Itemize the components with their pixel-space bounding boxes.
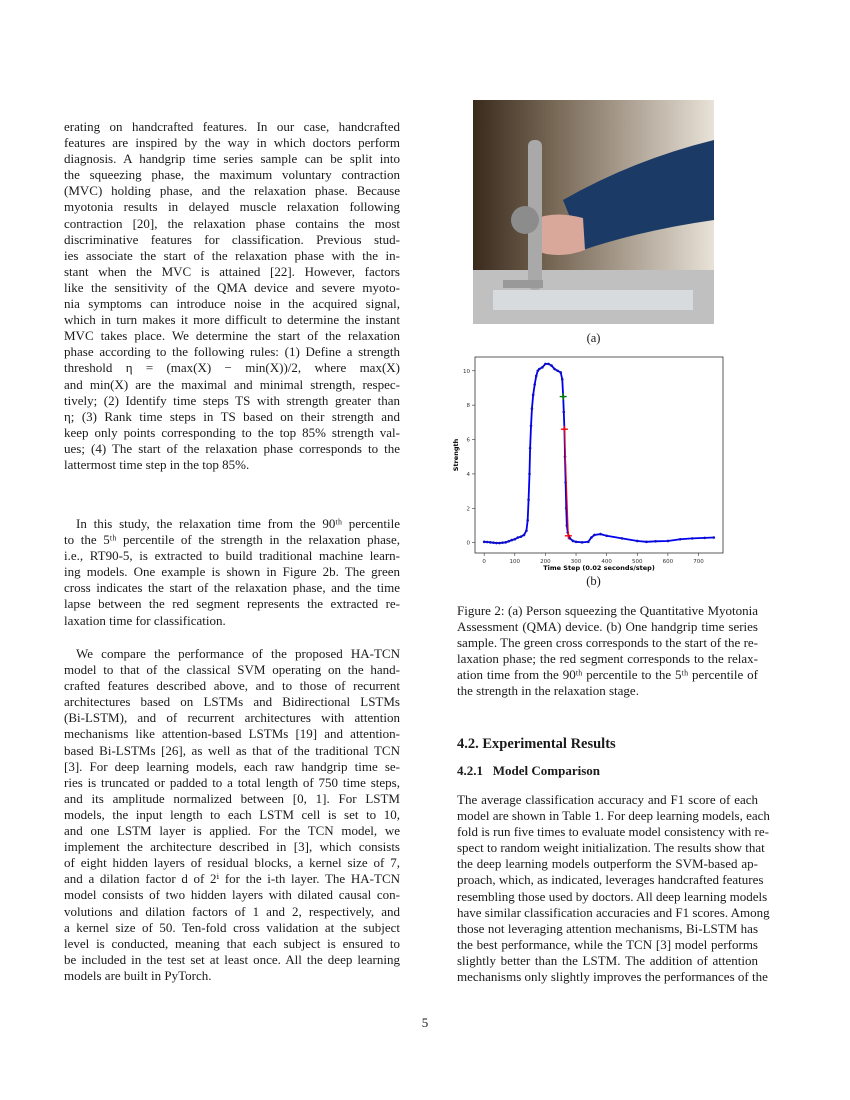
data-point xyxy=(492,541,495,544)
text-line: of eight hidden layers of residual blocks, a kernel size of 7, xyxy=(64,855,400,871)
data-point xyxy=(531,407,534,410)
data-point xyxy=(533,383,536,386)
text-line: volutions and dilation factors of 1 and 2, respectively, and xyxy=(64,903,400,919)
text-line: be included in the test set at least once. All the deep learning xyxy=(64,951,400,967)
text-line: a kernel size of 50. Ten-fold cross validation at the subject xyxy=(64,919,400,935)
x-tick-label: 400 xyxy=(601,559,612,565)
data-point xyxy=(679,538,682,541)
data-point xyxy=(590,536,593,539)
text-line: MVC takes place. We determine the start of the relaxation xyxy=(64,328,400,344)
text-line: mechanisms like attention-based LSTMs [19] and attention- xyxy=(64,726,400,742)
data-point xyxy=(527,498,530,501)
data-point xyxy=(581,541,584,544)
figure-caption xyxy=(457,603,758,700)
text-line: lapse between the red segment represents the extracted re- xyxy=(64,596,400,612)
data-point xyxy=(486,541,489,544)
text-line: erating on handcrafted features. In our case, handcrafted xyxy=(64,119,400,134)
x-tick-label: 100 xyxy=(509,559,521,565)
data-point xyxy=(667,540,670,543)
data-point xyxy=(504,541,507,544)
text-line: ation time from the 90ᵗʰ percentile to the 5ᵗʰ percentile of xyxy=(457,667,758,683)
text-line: have similar classification accuracies and F1 scores. Among xyxy=(457,904,770,920)
data-point xyxy=(691,537,694,540)
data-point xyxy=(703,537,706,540)
data-point xyxy=(529,447,532,450)
text-line: cross indicates the start of the relaxation phase, and the time xyxy=(64,580,400,596)
data-point xyxy=(544,363,547,366)
text-line: to the 5ᵗʰ percentile of the strength in the relaxation phase, xyxy=(64,532,400,548)
data-point xyxy=(535,375,538,378)
text-line: ies associate the start of the relaxation phase with the in- xyxy=(64,247,400,263)
data-point xyxy=(495,542,498,545)
figure-label-a: (a) xyxy=(586,331,601,345)
data-point xyxy=(636,540,639,543)
text-line: resembling those used by doctors. All deep learning models xyxy=(457,888,768,904)
text-line: sample. The green cross corresponds to the start of the re- xyxy=(457,635,758,651)
text-line: laxation phase; the red segment corresponds to the relax- xyxy=(457,651,758,667)
data-point xyxy=(553,368,556,371)
text-line: phase according to the following rules: (1) Define a strength xyxy=(64,344,400,360)
text-line: and its amplitude normalized between [0, 1]. For LSTM xyxy=(64,790,400,806)
text-line: like the sensitivity of the QMA device and severe myoto- xyxy=(64,279,400,295)
y-tick-label: 6 xyxy=(466,437,470,444)
data-point xyxy=(599,533,602,536)
data-point xyxy=(532,394,535,397)
text-line: implement the architecture described in [3], which consists xyxy=(64,839,400,855)
text-line: Assessment (QMA) device. (b) One handgrip time series xyxy=(457,619,758,635)
data-point xyxy=(572,540,575,543)
subsection-heading: 4.2.1 Model Comparison xyxy=(457,763,600,778)
data-point xyxy=(605,535,608,538)
data-point xyxy=(541,366,544,369)
paragraph-relaxation-rules xyxy=(64,119,400,473)
section-heading: 4.2. Experimental Results xyxy=(457,736,616,752)
qma-device-photo xyxy=(473,100,714,324)
text-line: model to that of the classical SVM operating on the hand- xyxy=(64,662,400,678)
text-line: laxation time for classification. xyxy=(64,612,226,628)
data-point xyxy=(538,368,541,371)
text-line: level is conducted, meaning that each subject is ensured to xyxy=(64,935,400,951)
text-line: ing models. One example is shown in Figure 2b. The green xyxy=(64,564,400,580)
data-point xyxy=(559,371,562,374)
text-line: mechanisms only slightly improves the performances of the xyxy=(457,969,768,985)
data-point xyxy=(561,378,564,381)
x-tick-label: 700 xyxy=(693,559,704,565)
plot-frame xyxy=(475,357,723,553)
text-line: features are inspired by the way in which doctors perform xyxy=(64,135,400,151)
text-line: spect to random weight initialization. The results show that xyxy=(457,840,765,856)
text-line: and a dilation factor d of 2ⁱ for the i-th layer. The HA-TCN xyxy=(64,871,400,887)
y-tick-label: 4 xyxy=(466,471,470,478)
data-point xyxy=(523,534,526,537)
text-line: We compare the performance of the proposed HA-TCN xyxy=(76,646,400,661)
text-line: η; (3) Rank time steps in TS based on their strength and xyxy=(64,408,400,424)
text-line: which in turn makes it more difficult to determine the instant xyxy=(64,312,400,328)
data-point xyxy=(645,541,648,544)
data-point xyxy=(510,539,513,542)
data-point xyxy=(575,541,578,544)
x-tick-label: 0 xyxy=(482,559,486,565)
data-point xyxy=(514,538,517,541)
text-line: (Bi-LSTM), and of recurrent architectures with attention xyxy=(64,710,400,726)
figure-label-b: (b) xyxy=(586,574,601,588)
x-tick-label: 600 xyxy=(662,559,674,565)
text-line: ues; (4) The start of the relaxation phase corresponds to the xyxy=(64,440,400,456)
data-point xyxy=(562,411,565,414)
data-point xyxy=(530,424,533,427)
text-line: (MVC) holding phase, and the relaxation phase. Because xyxy=(64,183,400,199)
text-line: myotonia results in delayed muscle relaxation following xyxy=(64,199,400,215)
data-point xyxy=(483,541,486,544)
x-tick-label: 500 xyxy=(632,559,643,565)
text-line: model are shown in Table 1. For deep learning models, each xyxy=(457,808,770,824)
text-line: and min(X) are the maximal and minimal strength, respec- xyxy=(64,376,400,392)
page-number: 5 xyxy=(421,1015,429,1030)
text-line: based Bi-LSTMs [26], as well as that of the traditional TCN xyxy=(64,742,400,758)
data-point xyxy=(547,363,550,366)
text-line: keep only points corresponding to the top 85% strength val- xyxy=(64,424,400,440)
data-point xyxy=(528,473,531,476)
y-tick-label: 2 xyxy=(466,506,470,513)
text-line: and one LSTM layer is applied. For the TCN model, we xyxy=(64,823,400,839)
x-tick-label: 200 xyxy=(540,559,551,565)
paragraph-model-comparison-setup xyxy=(64,646,400,984)
text-line: discriminative features for classification. Previous stud- xyxy=(64,231,400,247)
data-point xyxy=(525,529,528,532)
green-cross-marker xyxy=(560,393,567,400)
y-axis-label: Strength xyxy=(452,438,460,472)
text-line: lattermost time step in the top 85%. xyxy=(64,456,250,472)
text-line: The average classification accuracy and F1 score of each xyxy=(457,792,758,807)
data-point xyxy=(556,369,559,372)
text-line: slightly better than the LSTM. The addition of attention xyxy=(457,952,758,968)
text-line: diagnosis. A handgrip time series sample can be split into xyxy=(64,151,400,167)
text-line: ries is truncated or padded to a total length of 750 time steps, xyxy=(64,774,400,790)
text-line: model consists of two hidden layers with dilated causal con- xyxy=(64,887,400,903)
data-point xyxy=(654,540,657,543)
data-point xyxy=(498,542,501,545)
data-point xyxy=(621,537,624,540)
x-tick-label: 300 xyxy=(570,559,582,565)
red-cross-marker xyxy=(561,426,568,433)
data-point xyxy=(489,541,492,544)
text-line: nia symptoms can introduce noise in the acquired signal, xyxy=(64,296,400,312)
data-point xyxy=(550,364,553,367)
text-line: the best performance, while the TCN [3] model performs xyxy=(457,936,758,952)
text-line: tively; (2) Identify time steps TS with strength greater than xyxy=(64,392,400,408)
text-line: In this study, the relaxation time from the 90ᵗʰ percentile xyxy=(76,516,400,531)
text-line: those not leveraging attention mechanisms, Bi-LSTM has xyxy=(457,920,758,936)
x-axis-label: Time Step (0.02 seconds/step) xyxy=(543,564,655,572)
text-line: fold is run five times to evaluate model consistency with re- xyxy=(457,824,769,840)
text-line: proach, which, as indicated, leverages handcrafted features xyxy=(457,872,764,888)
data-point xyxy=(520,535,523,538)
text-line: contraction [20], the relaxation phase contains the most xyxy=(64,215,400,231)
text-line: architectures based on LSTMs and Bidirectional LSTMs xyxy=(64,694,400,710)
data-point xyxy=(501,541,504,544)
data-point xyxy=(587,541,590,544)
text-line: i.e., RT90-5, is extracted to build traditional machine learn- xyxy=(64,548,400,564)
handgrip-chart xyxy=(450,355,725,573)
text-line: stant when the MVC is attained [22]. However, factors xyxy=(64,263,400,279)
data-point xyxy=(507,540,510,543)
text-line: threshold η = (max(X) − min(X))/2, where max(X) xyxy=(64,360,400,376)
text-line: crafted features described above, and to those of recurrent xyxy=(64,678,400,694)
data-point xyxy=(593,534,596,537)
series-line xyxy=(484,364,714,543)
text-line: models, the input length to each LSTM cell is set to 10, xyxy=(64,806,400,822)
text-line: the squeezing phase, the maximum voluntary contraction xyxy=(64,167,400,183)
text-line: the strength in the relaxation stage. xyxy=(457,683,639,699)
y-tick-label: 10 xyxy=(463,368,470,375)
text-line: the deep learning models outperform the SVM-based ap- xyxy=(457,856,758,872)
data-point xyxy=(526,519,529,522)
y-tick-label: 8 xyxy=(466,403,470,410)
y-tick-label: 0 xyxy=(466,540,470,547)
data-point xyxy=(713,536,716,539)
paragraph-rt90-5 xyxy=(64,516,400,629)
paragraph-experimental-results xyxy=(457,792,770,985)
text-line: [3]. For deep learning models, each raw handgrip time se- xyxy=(64,758,400,774)
text-line: models are built in PyTorch. xyxy=(64,967,212,983)
data-point xyxy=(517,536,520,539)
text-line: Figure 2: (a) Person squeezing the Quantitative Myotonia xyxy=(457,603,758,618)
